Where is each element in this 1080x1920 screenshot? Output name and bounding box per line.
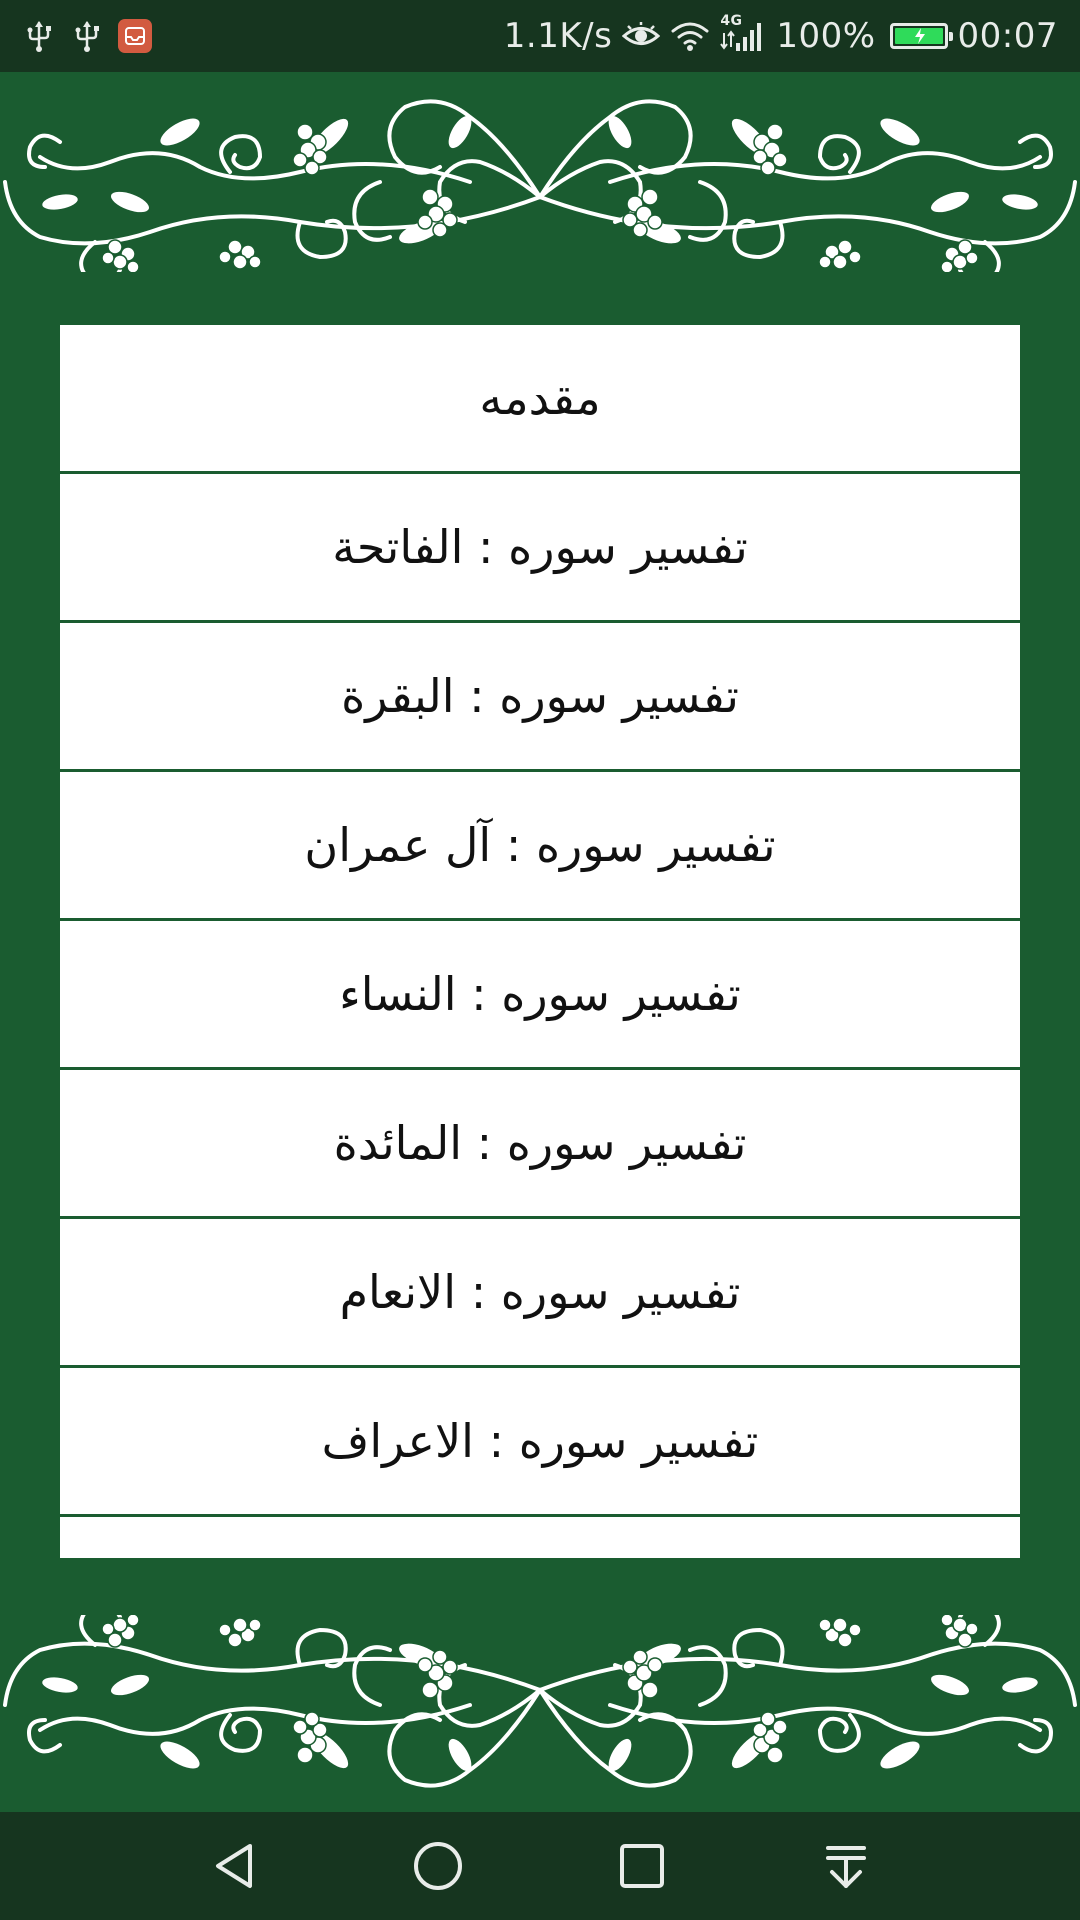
- list-item-label: تفسير سوره : النساء: [339, 967, 741, 1021]
- floral-ornament-top: [0, 72, 1080, 272]
- battery-percent: 100%: [776, 16, 876, 56]
- home-icon: [412, 1840, 464, 1892]
- navigation-bar: [0, 1812, 1080, 1920]
- list-item-label: تفسير سوره : المائدة: [333, 1116, 747, 1170]
- list-item-al-fatiha[interactable]: [60, 474, 1020, 623]
- back-icon: [208, 1840, 260, 1892]
- notification-pull-button[interactable]: [816, 1836, 876, 1896]
- notification-pull-icon: [820, 1840, 872, 1892]
- network-speed: 1.1K/s: [503, 16, 613, 56]
- battery-icon: [890, 23, 948, 49]
- list-item-label: تفسير سوره : البقرة: [341, 669, 739, 723]
- list-item-introduction[interactable]: [60, 325, 1020, 474]
- list-item-al-araf[interactable]: [60, 1368, 1020, 1517]
- list-item-label: مقدمه: [479, 371, 601, 425]
- recents-button[interactable]: [612, 1836, 672, 1896]
- signal-icon: [720, 13, 766, 53]
- list-item-al-baqara[interactable]: [60, 623, 1020, 772]
- list-item-label: تفسير سوره : الاعراف: [321, 1414, 759, 1468]
- list-item-al-imran[interactable]: [60, 772, 1020, 921]
- network-type: 4G: [720, 13, 743, 29]
- notification-app-icon: [118, 19, 152, 53]
- usb-icon: [70, 19, 104, 53]
- home-button[interactable]: [408, 1836, 468, 1896]
- list-item-an-nisa[interactable]: [60, 921, 1020, 1070]
- wifi-icon: [670, 20, 710, 52]
- list-item-al-maida[interactable]: [60, 1070, 1020, 1219]
- tafsir-list: [60, 325, 1020, 1558]
- list-item-al-anam[interactable]: [60, 1219, 1020, 1368]
- recents-icon: [616, 1840, 668, 1892]
- list-item-label: تفسير سوره : آل عمران: [304, 818, 776, 872]
- status-left-icons: [22, 16, 152, 56]
- status-right: [504, 14, 1058, 58]
- back-button[interactable]: [204, 1836, 264, 1896]
- list-item-label: تفسير سوره : الانعام: [339, 1265, 741, 1319]
- floral-ornament-bottom: [0, 1615, 1080, 1815]
- status-bar: [0, 0, 1080, 72]
- eye-icon: [622, 21, 660, 51]
- usb-icon: [22, 19, 56, 53]
- list-item-partial[interactable]: [60, 1517, 1020, 1558]
- list-item-label: تفسير سوره : الفاتحة: [332, 520, 748, 574]
- clock: 00:07: [957, 16, 1058, 56]
